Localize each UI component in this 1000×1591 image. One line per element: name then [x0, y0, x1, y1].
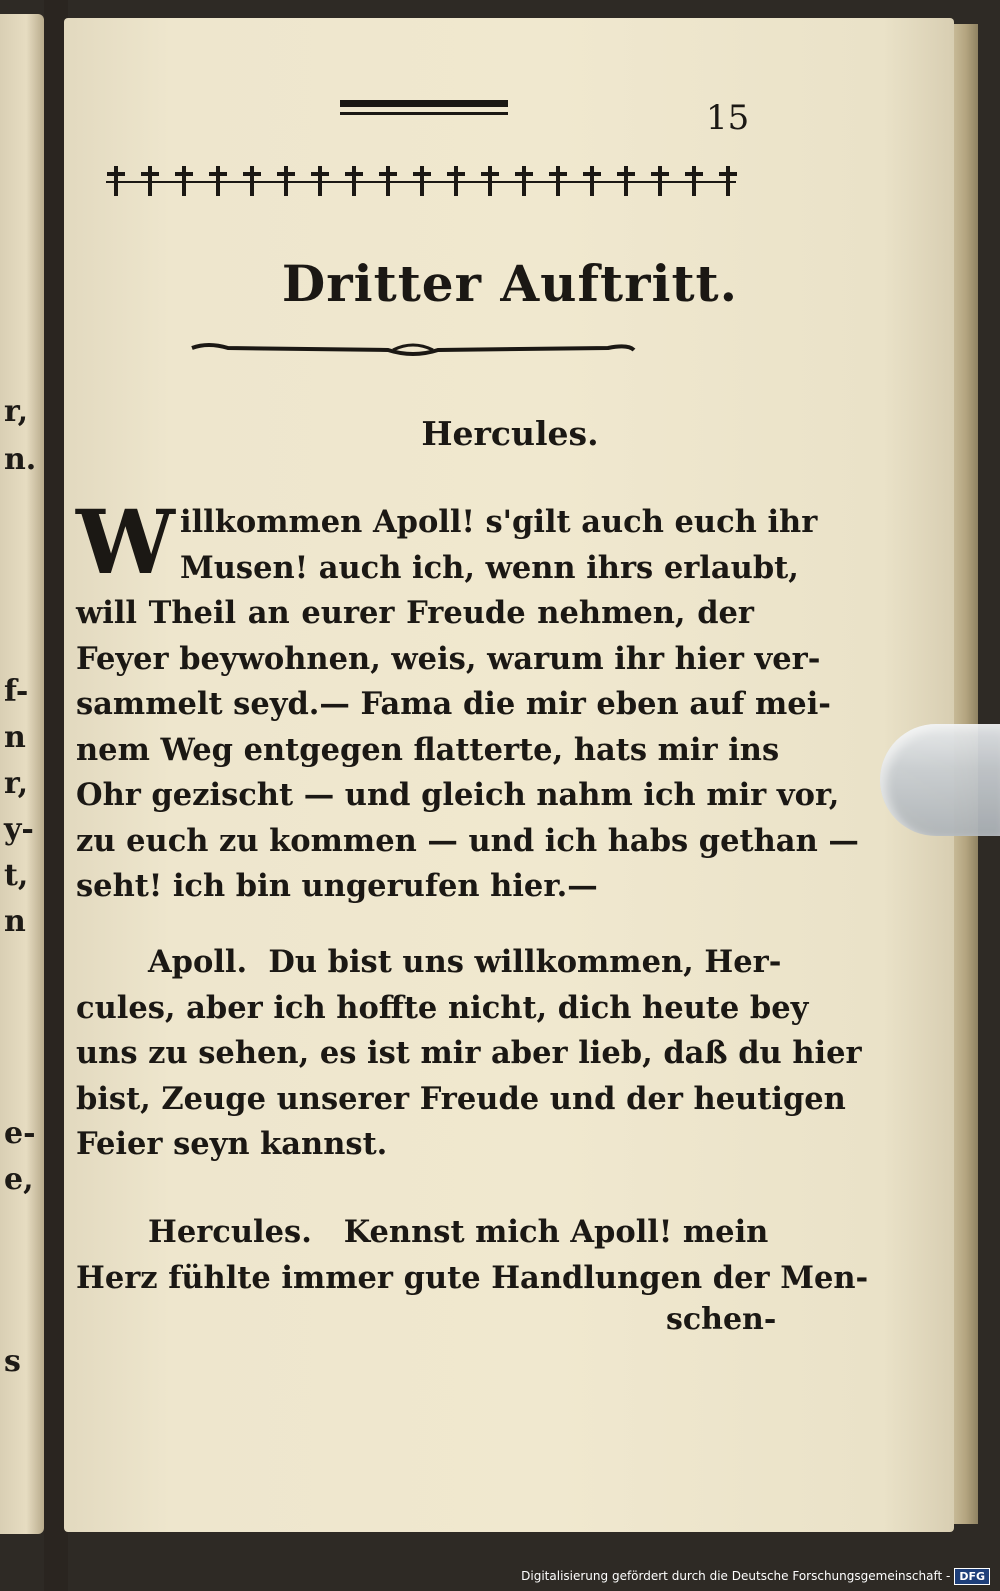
ornament-crossbar: [345, 172, 363, 176]
ornament-cross: [624, 166, 628, 196]
text-line: will Theil an eurer Freude nehmen, der: [76, 595, 754, 631]
speech-text: Du bist uns willkommen, Her-: [268, 944, 782, 980]
ornament-crossbar: [379, 172, 397, 176]
speech-text: Kennst mich Apoll! mein: [343, 1214, 769, 1250]
page-number: 15: [706, 98, 750, 138]
facing-page-fragment: y-: [4, 812, 34, 847]
heading-swash-rule: [188, 338, 638, 362]
text-line: Feier seyn kannst.: [76, 1126, 388, 1162]
speaker-name: Hercules.: [421, 414, 599, 453]
text-line: [76, 940, 782, 986]
ornament-crossbar: [175, 172, 193, 176]
facing-page-fragment: t,: [4, 858, 29, 893]
facing-page-fragment: r,: [4, 766, 29, 801]
text-line: sammelt seyd.— Fama die mir eben auf mei-: [76, 686, 831, 722]
text-line: [76, 1210, 769, 1256]
facing-page-fragment: e-: [4, 1116, 36, 1151]
text-line: zu euch zu kommen — und ich habs gethan —: [76, 822, 859, 859]
ornament-cross: [318, 166, 322, 196]
scene-heading: Dritter Auftritt.: [281, 254, 739, 313]
digitization-credit: [521, 1565, 990, 1587]
facing-page-fragment: n: [4, 720, 26, 755]
ornament-cross: [488, 166, 492, 196]
ornament-cross: [658, 166, 662, 196]
facing-page-edge: [0, 14, 44, 1534]
ornament-crossbar: [141, 172, 159, 176]
text-line: uns zu sehen, es ist mir aber lieb, daß du hier: [76, 1035, 862, 1071]
text-line: seht! ich bin ungerufen hier.—: [76, 868, 598, 904]
dfg-logo: DFG: [954, 1568, 990, 1585]
text-line: Feyer beywohnen, weis, warum ihr hier ver-: [76, 640, 821, 677]
text-line: Herz fühlte immer gute Handlungen der Men-: [76, 1259, 869, 1296]
ornament-cross: [420, 166, 424, 196]
text-line: Musen! auch ich, wenn ihrs erlaubt,: [180, 549, 799, 586]
ornament-cross: [352, 166, 356, 196]
ornament-cross: [454, 166, 458, 196]
ornament-crossbar: [481, 172, 499, 176]
facing-page-fragment: n.: [4, 442, 37, 477]
ornament-cross: [216, 166, 220, 196]
speaker-name: Hercules.: [148, 1214, 312, 1250]
catchword: schen-: [666, 1302, 777, 1337]
text-line: illkommen Apoll! s'gilt auch euch ihr: [180, 504, 818, 540]
ornament-crossbar: [515, 172, 533, 176]
text-line: cules, aber ich hoffte nicht, dich heute bey: [76, 989, 809, 1026]
ornament-cross: [386, 166, 390, 196]
ornament-crossbar: [719, 172, 737, 176]
facing-page-fragment: f-: [4, 674, 29, 709]
facing-page-fragment: s: [4, 1344, 21, 1379]
ornament-cross: [726, 166, 730, 196]
ornament-cross: [148, 166, 152, 196]
text-line: Ohr gezischt — und gleich nahm ich mir vor,: [76, 777, 840, 813]
ornament-crossbar: [583, 172, 601, 176]
facing-page-fragment: r,: [4, 394, 29, 429]
ornament-cross: [182, 166, 186, 196]
ornament-crossbar: [209, 172, 227, 176]
page-clip: [880, 724, 1000, 836]
ornament-crossbar: [277, 172, 295, 176]
text-line: bist, Zeuge unserer Freude und der heutigen: [76, 1080, 846, 1117]
ornament-crossbar: [617, 172, 635, 176]
facing-page-fragment: n: [4, 904, 26, 939]
text-line: nem Weg entgegen flatterte, hats mir ins: [76, 731, 780, 768]
speaker-name: Apoll.: [148, 944, 248, 980]
drop-cap: W: [76, 490, 175, 594]
ornament-cross: [692, 166, 696, 196]
speech-hercules: [76, 490, 859, 910]
top-rule-thin: [340, 112, 508, 115]
speech-apoll: [76, 940, 862, 1168]
ornament-cross: [250, 166, 254, 196]
facing-page-fragment: e,: [4, 1162, 34, 1197]
ornament-cross: [114, 166, 118, 196]
speech-hercules-2: [76, 1210, 869, 1301]
ornament-border: [96, 160, 746, 200]
ornament-crossbar: [243, 172, 261, 176]
ornament-crossbar: [549, 172, 567, 176]
ornament-crossbar: [685, 172, 703, 176]
ornament-cross: [590, 166, 594, 196]
ornament-cross: [522, 166, 526, 196]
ornament-cross: [556, 166, 560, 196]
ornament-crossbar: [651, 172, 669, 176]
credit-text: Digitalisierung gefördert durch die Deutsche Forschungsgemeinschaft -: [521, 1569, 951, 1583]
ornament-crossbar: [447, 172, 465, 176]
ornament-crossbar: [311, 172, 329, 176]
ornament-cross: [284, 166, 288, 196]
ornament-crossbar: [107, 172, 125, 176]
top-rule: [340, 100, 508, 107]
ornament-crossbar: [413, 172, 431, 176]
